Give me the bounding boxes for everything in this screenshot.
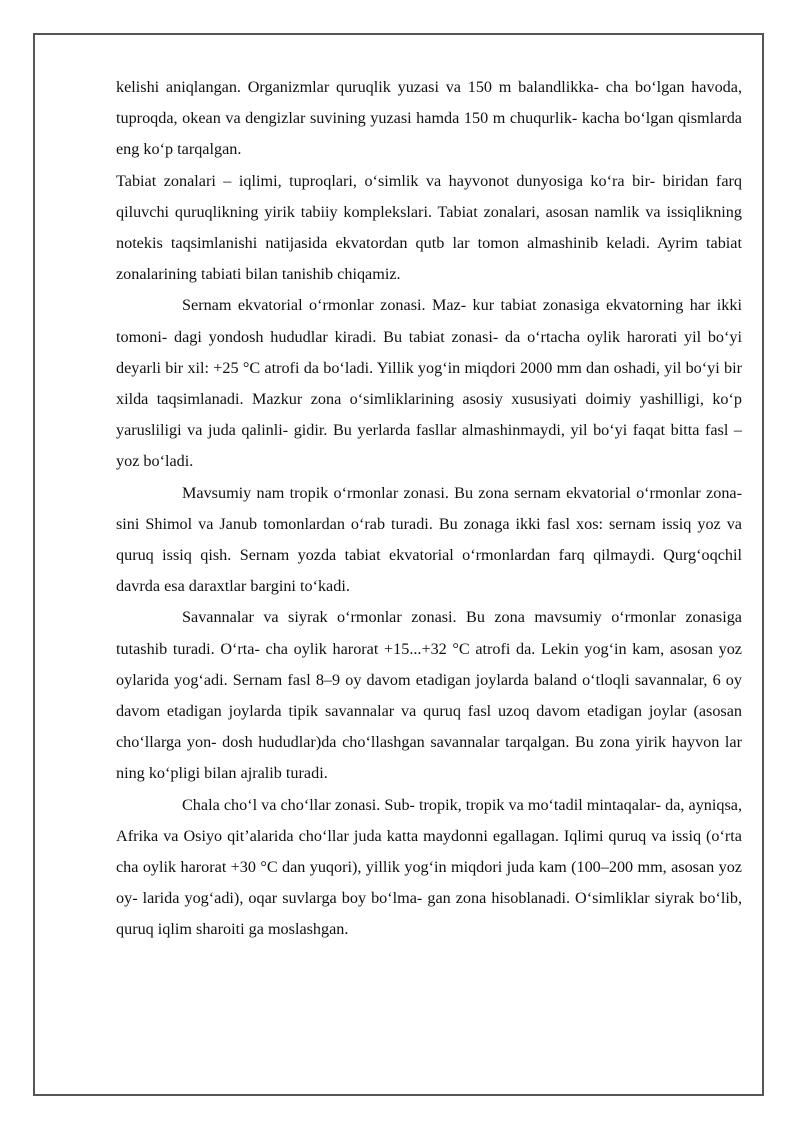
paragraph-chollar: Chala cho‘l va cho‘llar zonasi. Sub- tropik, tropik va mo‘tadil mintaqalar- da, ayniqsa, Afrika va Osiyo qit’alarida cho‘llar juda katta maydonni egallagan. Iqlimi quruq va issiq (o‘rta cha oylik harorat +30 °C dan yuqori), yillik yog‘in miqdori juda kam (100–200 mm, asosan yoz oy- larida yog‘adi), oqar suvlarga boy bo‘lma- gan zona hisoblanadi. O‘simliklar siyrak bo‘lib, quruq iqlim sharoiti ga moslashgan. [116,795,742,939]
paragraph-tabiat-zonalari: Tabiat zonalari – iqlimi, tuproqlari, o‘simlik va hayvonot dunyosiga ko‘ra bir- biridan farq qiluvchi quruqlikning yirik tabiiy komplekslari. Tabiat zonalari, asosan namlik va issiqlikning notekis taqsimlanishi natijasida ekvatordan qutb lar tomon almashinib keladi. Ayrim tabiat zonalarining tabiati bilan tanishib chiqamiz. [116,171,742,284]
document-body [116,72,742,946]
paragraph-ekvatorial-ormonlar: Sernam ekvatorial o‘rmonlar zonasi. Maz- kur tabiat zonasiga ekvatorning har ikki tomoni- dagi yondosh hududlar kiradi. Bu tabiat zonasi- da o‘rtacha oylik harorati yil bo‘yi deyarli bir xil: +25 °C atrofi da bo‘ladi. Yillik yog‘in miqdori 2000 mm dan oshadi, yil bo‘yi bir xilda taqsimlanadi. Mazkur zona o‘simliklarining asosiy xususiyati doimiy yashilligi, ko‘p yarusliligi va juda qalinli- gidir. Bu yerlarda fasllar almashinmaydi, yil bo‘yi faqat bitta fasl – yoz bo‘ladi. [116,296,742,471]
paragraph-savannalar: Savannalar va siyrak o‘rmonlar zonasi. Bu zona mavsumiy o‘rmonlar zonasiga tutashib turadi. O‘rta- cha oylik harorat +15...+32 °C atrofi da. Lekin yog‘in kam, asosan yoz oylarida yog‘adi. Sernam fasl 8–9 oy davom etadigan joylarda baland o‘tloqli savannalar, 6 oy davom etadigan joylarda tipik savannalar va quruq fasl uzoq davom etadigan joylar (asosan cho‘llarga yon- dosh hududlar)da cho‘llashgan savannalar tarqalgan. Bu zona yirik hayvon lar ning ko‘pligi bilan ajralib turadi. [116,608,742,783]
paragraph-continuation: kelishi aniqlangan. Organizmlar quruqlik yuzasi va 150 m balandlikka- cha bo‘lgan havoda, tuproqda, okean va dengizlar suvining yuzasi hamda 150 m chuqurlik- kacha bo‘lgan qismlarda eng ko‘p tarqalgan. [116,78,742,159]
paragraph-tropik-ormonlar: Mavsumiy nam tropik o‘rmonlar zonasi. Bu zona sernam ekvatorial o‘rmonlar zona- sini Shimol va Janub tomonlardan o‘rab turadi. Bu zonaga ikki fasl xos: sernam issiq yoz va quruq issiq qish. Sernam yozda tabiat ekvatorial o‘rmonlardan farq qilmaydi. Qurg‘oqchil davrda esa daraxtlar bargini to‘kadi. [116,483,742,596]
